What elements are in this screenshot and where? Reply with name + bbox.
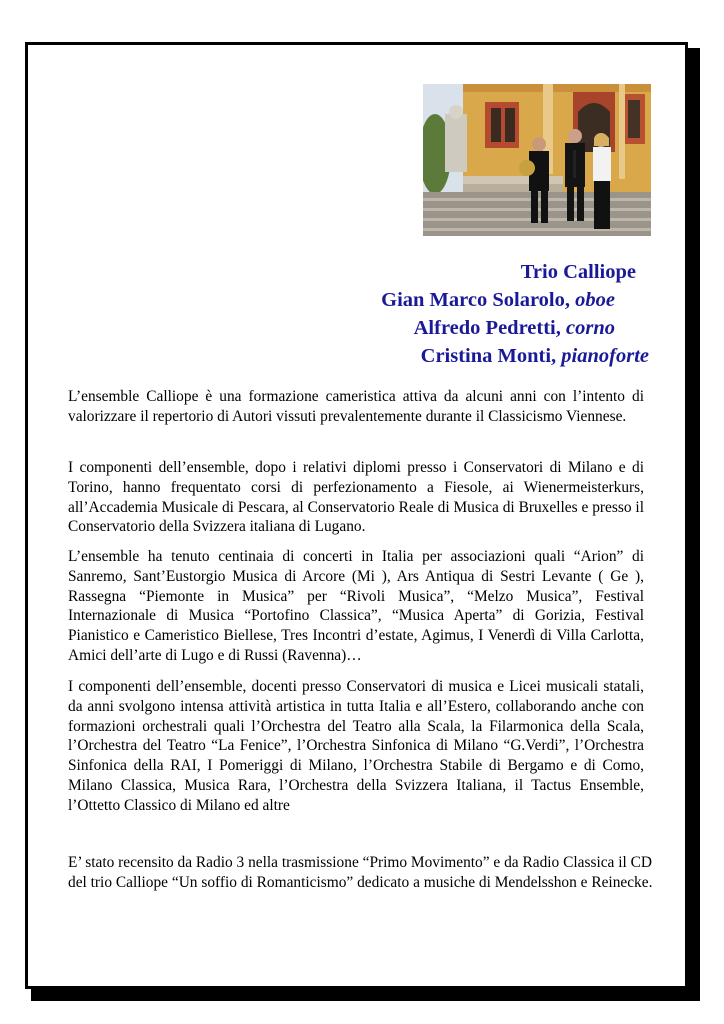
member-name: Gian Marco Solarolo,: [381, 289, 571, 311]
paragraph-review: E’ stato recensito da Radio 3 nella trasmissione “Primo Movimento” e da Radio Classica il CD del trio Calliope “Un soffio di Romanticismo” dedicato a musiche di Mendelsshon e Reinecke.: [68, 854, 653, 891]
ensemble-photo: [423, 84, 651, 236]
member-name: Alfredo Pedretti,: [413, 317, 561, 339]
paragraph-intro: L’ensemble Calliope è una formazione cameristica attiva da alcuni anni con l’intento di valorizzare il repertorio di Autori vissuti prevalentemente durante il Classicismo Viennese.: [68, 388, 644, 425]
member-line-piano: [421, 342, 649, 370]
trio-title: Trio Calliope: [520, 261, 636, 283]
member-line-horn: [414, 314, 615, 342]
member-instrument: corno: [566, 317, 615, 339]
member-instrument: pianoforte: [561, 345, 649, 367]
member-instrument: oboe: [575, 289, 615, 311]
member-name: Cristina Monti,: [420, 345, 557, 367]
member-line-oboe: [381, 286, 615, 314]
paragraph-education: I componenti dell’ensemble, dopo i relativi diplomi presso i Conservatori di Milano e di Torino, hanno frequentato corsi di perfezionamento a Fiesole, ai Wienermeisterkurs, all’Accademia Musicale di Pescara, al Conservatorio Reale di Musica di Bruxelles e presso il Conservatorio della Svizzera italiana di Lugano.: [68, 459, 644, 536]
paragraph-concerts: L’ensemble ha tenuto centinaia di concerti in Italia per associazioni quali “Arion” di Sanremo, Sant’Eustorgio Musica di Arcore (Mi ), Ars Antiqua di Sestri Levante ( Ge ), Rassegna “Piemonte in Musica” per “Rivoli Musica”, “Melzo Musica”, Festival Internazionale di Musica “Portofino Classica”, “Musica Aperta” di Gorizia, Festival Pianistico e Cameristico Biellese, Tres Incontri d’estate, Agimus, I Venerdì di Villa Carlotta, Amici dell’arte di Lugo e di Russi (Ravenna)…: [68, 548, 644, 664]
paragraph-orchestras: I componenti dell’ensemble, docenti presso Conservatori di musica e Licei musicali statali, da anni svolgono intensa attività artistica in tutta Italia e all’Estero, collaborando anche con formazioni orchestrali quali l’Orchestra del Teatro alla Scala, la Filarmonica della Scala, l’Orchestra del Teatro “La Fenice”, l’Orchestra Sinfonica di Milano “G.Verdi”, l’Orchestra Sinfonica della RAI, I Pomeriggi di Milano, l’Orchestra Stabile di Bergamo e di Como, Milano Classica, Musica Rara, l’Orchestra della Svizzera Italiana, il Tactus Ensemble, l’Ottetto Classico di Milano ed altre: [68, 678, 644, 814]
